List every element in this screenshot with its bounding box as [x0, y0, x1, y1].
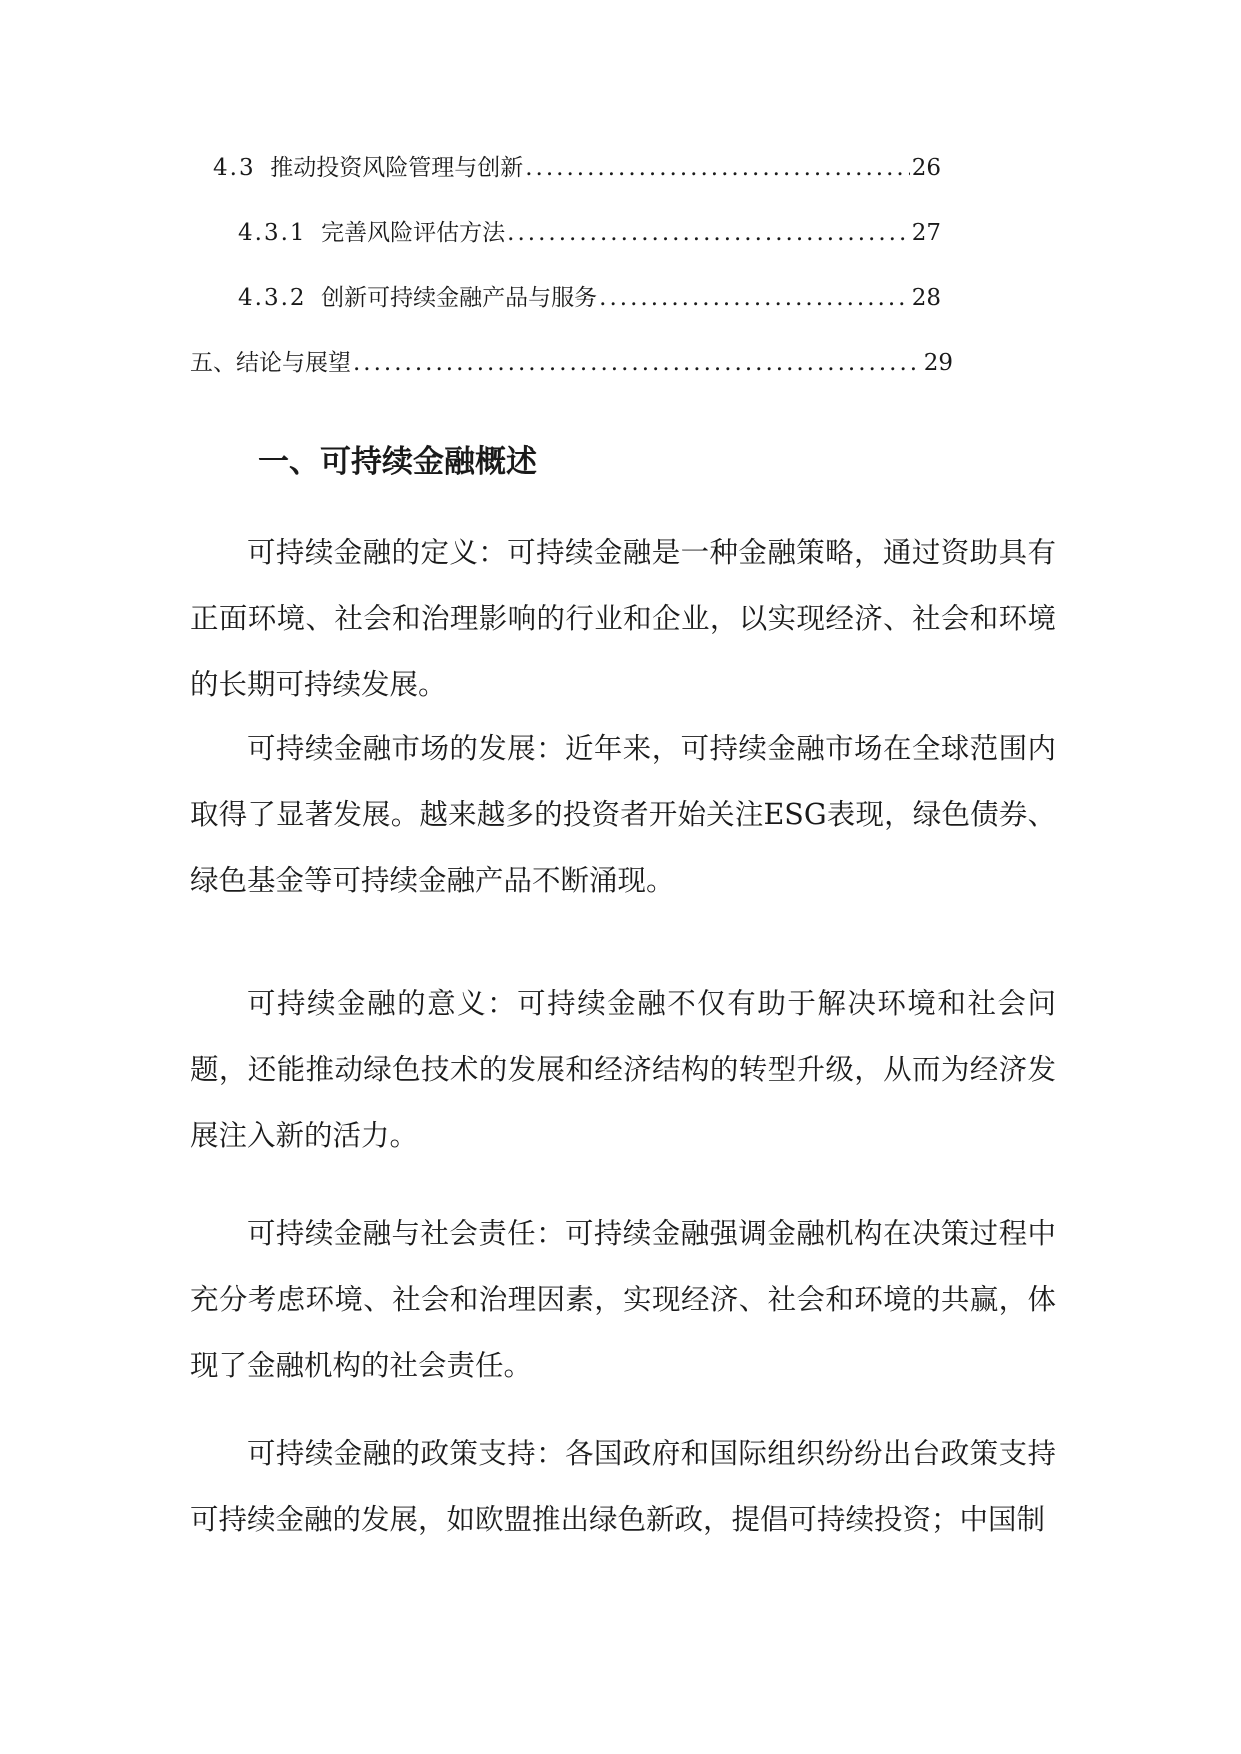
toc-entry-number: 4.3.2 [238, 285, 307, 311]
toc-entry-title: 完善风险评估方法 [321, 220, 506, 246]
section-heading: 一、可持续金融概述 [258, 444, 537, 480]
toc-entry-page: 28 [911, 285, 941, 311]
toc-entry-title: 推动投资风险管理与创新 [270, 155, 524, 181]
toc-entry-page: 27 [911, 220, 941, 246]
toc-entry-4-3-1[interactable] [238, 218, 941, 248]
toc-entry-4-3[interactable] [213, 153, 941, 183]
toc-dot-leader [599, 283, 910, 313]
toc-entry-page: 26 [911, 155, 941, 181]
toc-entry-title: 五、结论与展望 [190, 350, 351, 376]
toc-entry-page: 29 [923, 350, 953, 376]
paragraph-social-responsibility: 可持续金融与社会责任：可持续金融强调金融机构在决策过程中充分考虑环境、社会和治理因素，实现经济、社会和环境的共赢，体现了金融机构的社会责任。 [190, 1217, 1056, 1382]
toc-entry-title: 创新可持续金融产品与服务 [321, 285, 598, 311]
toc-entry-number: 4.3.1 [238, 220, 307, 246]
paragraph-market-development: 可持续金融市场的发展：近年来，可持续金融市场在全球范围内取得了显著发展。越来越多的投资者开始关注ESG表现，绿色债券、绿色基金等可持续金融产品不断涌现。 [190, 732, 1056, 897]
toc-entry-label [238, 283, 597, 313]
paragraph-significance: 可持续金融的意义：可持续金融不仅有助于解决环境和社会问题，还能推动绿色技术的发展和经济结构的转型升级，从而为经济发展注入新的活力。 [190, 987, 1056, 1152]
toc-entry-number: 4.3 [213, 155, 256, 181]
toc-dot-leader [353, 348, 922, 378]
toc-entry-label [213, 153, 523, 183]
toc-dot-leader [507, 218, 910, 248]
toc-entry-chapter-5[interactable] [190, 348, 953, 378]
toc-entry-label [238, 218, 505, 248]
toc-dot-leader [525, 153, 910, 183]
toc-entry-4-3-2[interactable] [238, 283, 941, 313]
paragraph-policy-support: 可持续金融的政策支持：各国政府和国际组织纷纷出台政策支持可持续金融的发展，如欧盟推出绿色新政，提倡可持续投资；中国制 [190, 1437, 1056, 1536]
paragraph-definition: 可持续金融的定义：可持续金融是一种金融策略，通过资助具有正面环境、社会和治理影响的行业和企业，以实现经济、社会和环境的长期可持续发展。 [190, 536, 1056, 701]
